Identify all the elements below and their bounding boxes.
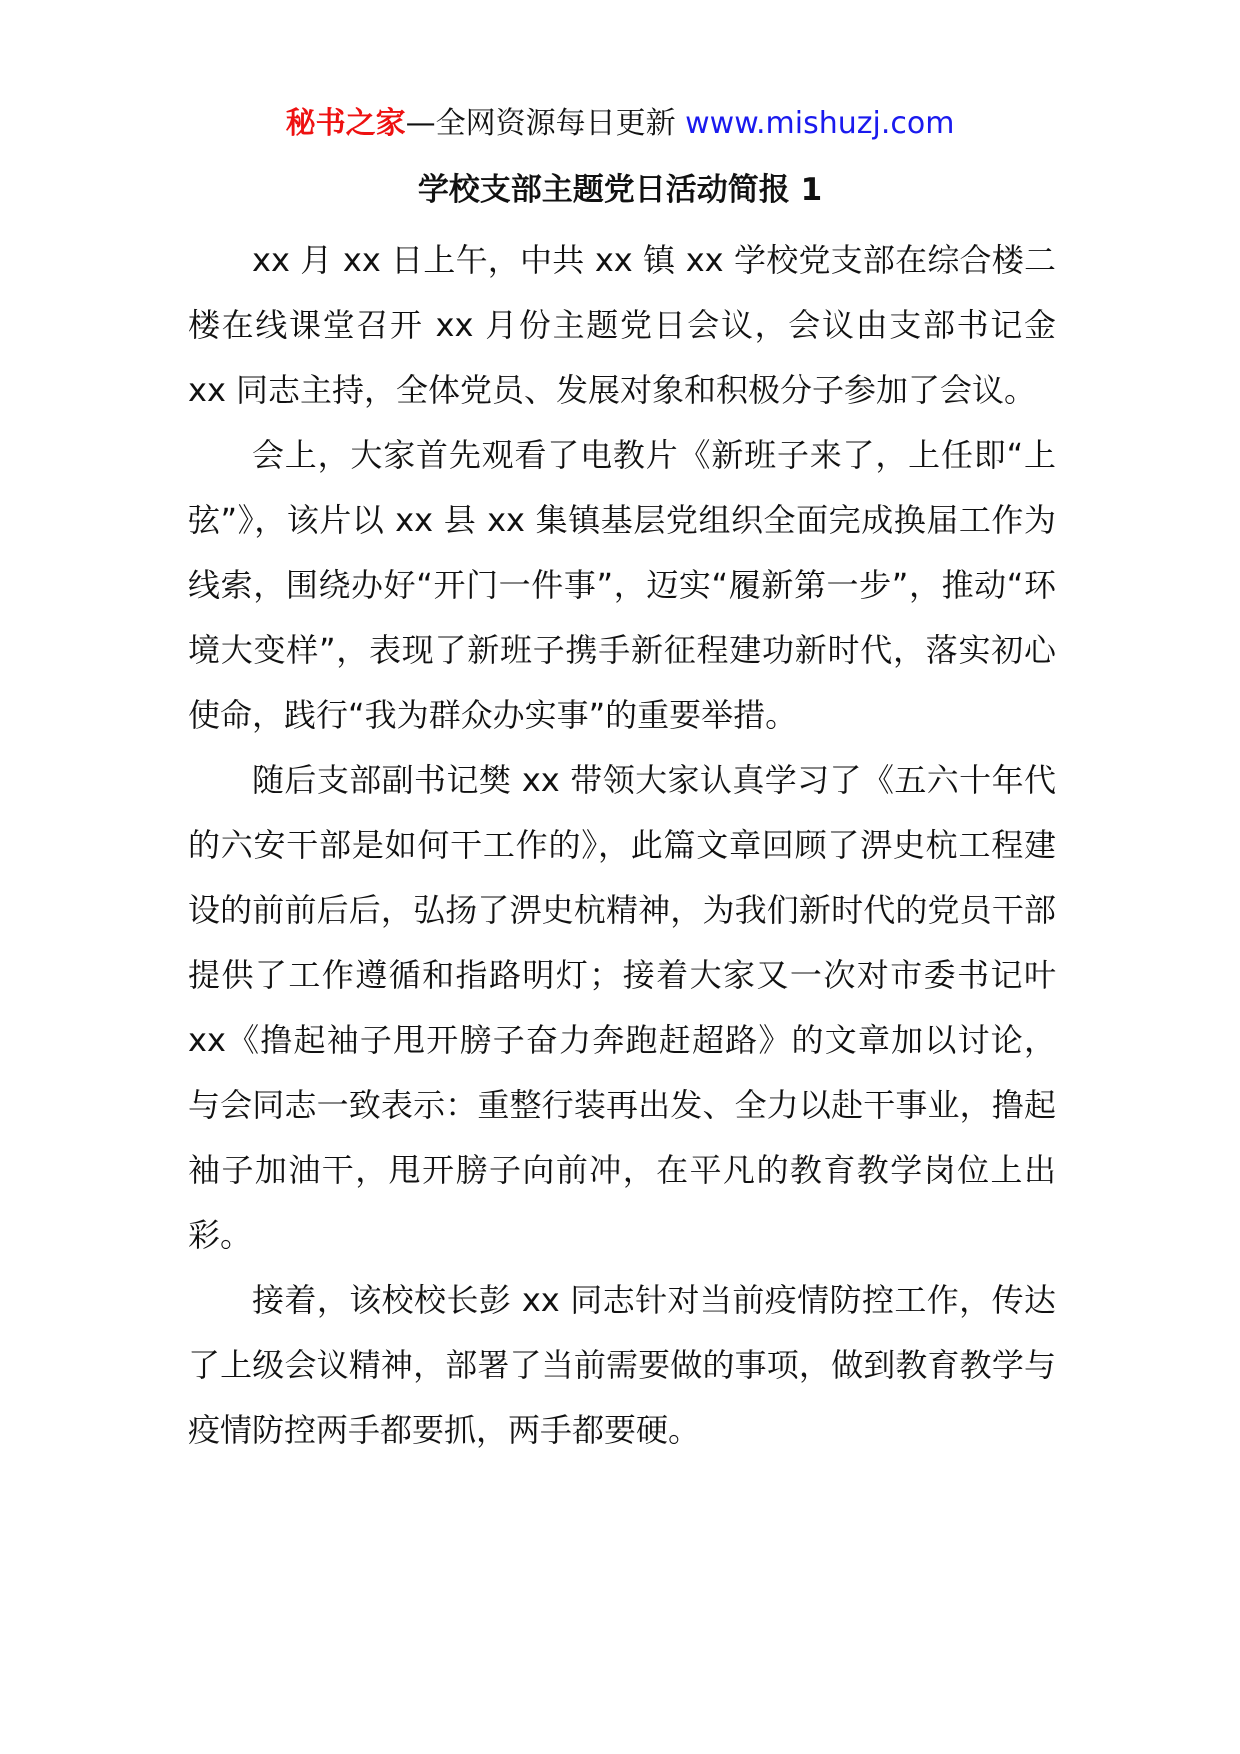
site-tagline: —全网资源每日更新 (405, 106, 686, 141)
document-body (188, 228, 1056, 1463)
document-title: 学校支部主题党日活动简报 1 (417, 172, 823, 208)
paragraph-film-viewing: 会上，大家首先观看了电教片《新班子来了，上任即“上弦”》，该片以 xx 县 xx 集镇基层党组织全面完成换届工作为线索，围绕办好“开门一件事”，迈实“履新第一步”，推动“环境大变样”，表现了新班子携手新征程建功新时代，落实初心使命，践行“我为群众办实事”的重要举措。 (188, 436, 1056, 734)
paragraph-epidemic-control: 接着，该校校长彭 xx 同志针对当前疫情防控工作，传达了上级会议精神，部署了当前需要做的事项，做到教育教学与疫情防控两手都要抓，两手都要硬。 (188, 1281, 1056, 1449)
site-url-link[interactable]: www.mishuzj.com (685, 106, 955, 141)
paragraph-meeting-intro: xx 月 xx 日上午，中共 xx 镇 xx 学校党支部在综合楼二楼在线课堂召开 xx 月份主题党日会议，会议由支部书记金 xx 同志主持，全体党员、发展对象和积极分子参加了会议。 (188, 241, 1056, 409)
paragraph-study-session: 随后支部副书记樊 xx 带领大家认真学习了《五六十年代的六安干部是如何干工作的》，此篇文章回顾了淠史杭工程建设的前前后后，弘扬了淠史杭精神，为我们新时代的党员干部提供了工作遵循和指路明灯；接着大家又一次对市委书记叶 xx《撸起袖子甩开膀子奋力奔跑赶超路》的文章加以讨论，与会同志一致表示：重整行装再出发、全力以赴干事业，撸起袖子加油干，甩开膀子向前冲，在平凡的教育教学岗位上出彩。 (188, 761, 1056, 1254)
brand-name: 秘书之家 (285, 106, 406, 141)
site-header (0, 100, 1240, 148)
